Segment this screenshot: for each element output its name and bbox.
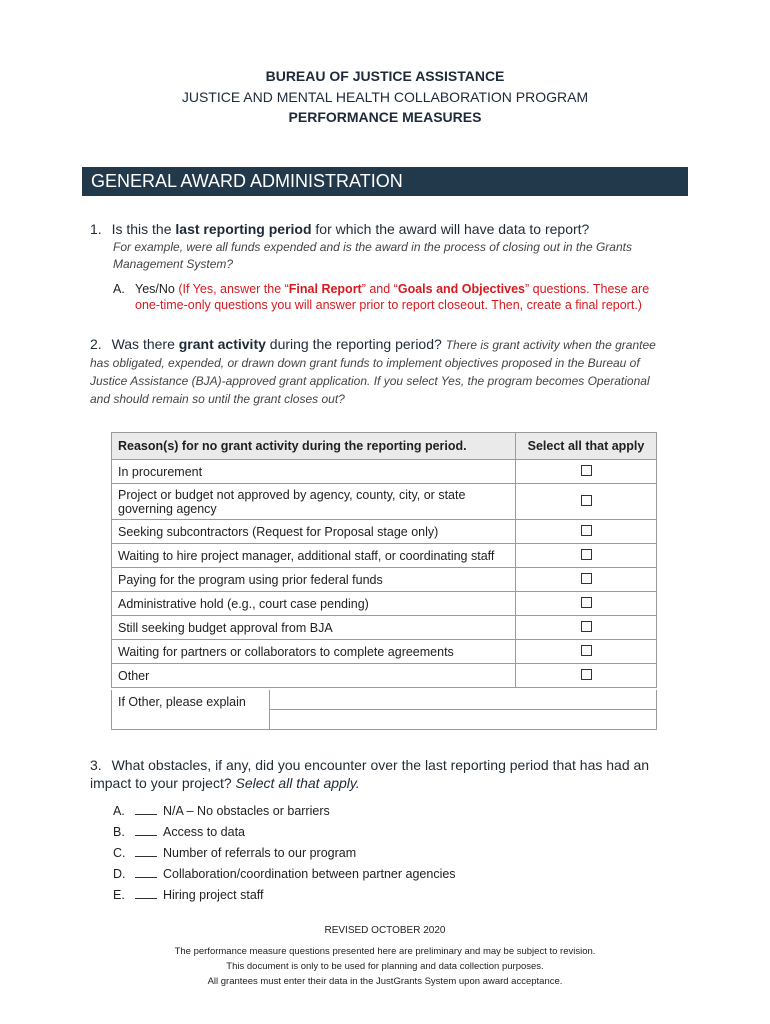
- answer-blank[interactable]: [135, 814, 157, 815]
- checkbox-icon[interactable]: [581, 597, 592, 608]
- q3-option-text: N/A – No obstacles or barriers: [163, 804, 330, 818]
- reasons-table: [111, 432, 657, 688]
- answer-blank[interactable]: [135, 835, 157, 836]
- checkbox[interactable]: [516, 568, 657, 592]
- reason-cell: Project or budget not approved by agency, county, city, or state governing agency: [112, 484, 516, 520]
- q3-number: 3.: [90, 757, 102, 773]
- table-row: [112, 460, 657, 484]
- q1-red-bold-1: Final Report: [288, 282, 362, 296]
- reason-cell: Other: [112, 664, 516, 688]
- header-line-1: BUREAU OF JUSTICE ASSISTANCE: [265, 68, 505, 84]
- revised-date: REVISED OCTOBER 2020: [324, 925, 446, 936]
- section-title: GENERAL AWARD ADMINISTRATION: [82, 167, 688, 196]
- q3-option-text: Number of referrals to our program: [163, 846, 357, 860]
- checkbox[interactable]: [516, 484, 657, 520]
- reason-cell: Paying for the program using prior federal funds: [112, 568, 516, 592]
- question-3: [90, 756, 665, 792]
- q1-red-1: (If Yes, answer the “: [174, 282, 289, 296]
- q1-red-bold-2: Goals and Objectives: [397, 282, 525, 296]
- checkbox-icon[interactable]: [581, 645, 592, 656]
- q3-option-text: Access to data: [163, 825, 245, 839]
- q3-option-text: Hiring project staff: [163, 888, 264, 902]
- table-row: [112, 544, 657, 568]
- q1-post: for which the award will have data to report?: [311, 221, 590, 237]
- footer-line-2: This document is only to be used for planning and data collection purposes.: [226, 961, 544, 972]
- table-row: [112, 568, 657, 592]
- q1-red-2: ” and “: [361, 282, 398, 296]
- checkbox[interactable]: [516, 592, 657, 616]
- checkbox-icon[interactable]: [581, 525, 592, 536]
- checkbox[interactable]: [516, 520, 657, 544]
- q3-option[interactable]: [113, 843, 613, 864]
- reason-cell: Seeking subcontractors (Request for Proposal stage only): [112, 520, 516, 544]
- q3-options: [113, 801, 613, 906]
- checkbox-icon[interactable]: [581, 621, 592, 632]
- header-line-3: PERFORMANCE MEASURES: [288, 109, 482, 125]
- checkbox[interactable]: [516, 640, 657, 664]
- q1-bold: last reporting period: [175, 221, 312, 237]
- q3-option-letter: E.: [113, 888, 125, 902]
- q1-red-3: ” questions. These are one-time-only questions you will answer prior to report closeout. Then, create a final report.): [135, 282, 650, 312]
- q1-number: 1.: [90, 221, 102, 237]
- header-line-2: JUSTICE AND MENTAL HEALTH COLLABORATION PROGRAM: [181, 89, 589, 105]
- q3-option-letter: B.: [113, 825, 125, 839]
- answer-blank[interactable]: [135, 856, 157, 857]
- q2-number: 2.: [90, 336, 102, 352]
- question-1: [90, 221, 690, 237]
- question-2: [90, 336, 660, 408]
- q3-option[interactable]: [113, 885, 613, 906]
- checkbox[interactable]: [516, 664, 657, 688]
- checkbox[interactable]: [516, 460, 657, 484]
- table-header-select: Select all that apply: [516, 433, 657, 460]
- checkbox-icon[interactable]: [581, 573, 592, 584]
- q3-option-letter: A.: [113, 804, 125, 818]
- table-row: [112, 484, 657, 520]
- checkbox-icon[interactable]: [581, 669, 592, 680]
- table-header-row: [112, 433, 657, 460]
- reason-cell: Administrative hold (e.g., court case pending): [112, 592, 516, 616]
- table-row: [112, 616, 657, 640]
- q3-italic: Select all that apply.: [235, 775, 360, 791]
- reason-cell: Still seeking budget approval from BJA: [112, 616, 516, 640]
- q3-option[interactable]: [113, 864, 613, 885]
- answer-blank[interactable]: [135, 877, 157, 878]
- q3-text: What obstacles, if any, did you encounter over the last reporting period that has had an impact to your project?: [90, 757, 650, 791]
- table-row: [112, 640, 657, 664]
- q1-option-a-text: Yes/No: [135, 282, 175, 296]
- q3-option[interactable]: [113, 801, 613, 822]
- q3-option-letter: C.: [113, 846, 126, 860]
- q1-pre: Is this the: [111, 221, 176, 237]
- q3-option-text: Collaboration/coordination between partner agencies: [163, 867, 456, 881]
- checkbox[interactable]: [516, 616, 657, 640]
- q3-option[interactable]: [113, 822, 613, 843]
- reason-cell: In procurement: [112, 460, 516, 484]
- other-explain-input-1[interactable]: [270, 690, 656, 710]
- checkbox-icon[interactable]: [581, 465, 592, 476]
- q2-note: There is grant activity when the grantee has obligated, expended, or drawn down grant funds to implement objectives proposed in the Bureau of Justice Assistance (BJA)-approved grant application. If you select Yes, the program becomes Operational and should remain so until the grant closes out?: [90, 338, 656, 406]
- q2-bold: grant activity: [178, 336, 266, 352]
- checkbox-icon[interactable]: [581, 495, 592, 506]
- q2-pre: Was there: [111, 336, 179, 352]
- table-row: [112, 520, 657, 544]
- footer-line-1: The performance measure questions presented here are preliminary and may be subject to revision.: [174, 946, 596, 957]
- table-row: [112, 664, 657, 688]
- q1-note: For example, were all funds expended and is the award in the process of closing out in the Grants Management System?: [113, 240, 632, 271]
- q3-option-letter: D.: [113, 867, 126, 881]
- q1-option-a: [135, 281, 665, 313]
- reason-cell: Waiting for partners or collaborators to complete agreements: [112, 640, 516, 664]
- q1-option-a-letter: A.: [113, 282, 125, 296]
- other-explain-label: If Other, please explain: [112, 690, 270, 729]
- other-explain-input-2[interactable]: [270, 710, 656, 729]
- answer-blank[interactable]: [135, 898, 157, 899]
- table-header-reasons: Reason(s) for no grant activity during the reporting period.: [112, 433, 516, 460]
- checkbox[interactable]: [516, 544, 657, 568]
- footer-line-3: All grantees must enter their data in the JustGrants System upon award acceptance.: [207, 976, 563, 987]
- checkbox-icon[interactable]: [581, 549, 592, 560]
- q2-post: during the reporting period?: [265, 336, 446, 352]
- other-explain-row: [111, 690, 657, 730]
- table-row: [112, 592, 657, 616]
- reason-cell: Waiting to hire project manager, additional staff, or coordinating staff: [112, 544, 516, 568]
